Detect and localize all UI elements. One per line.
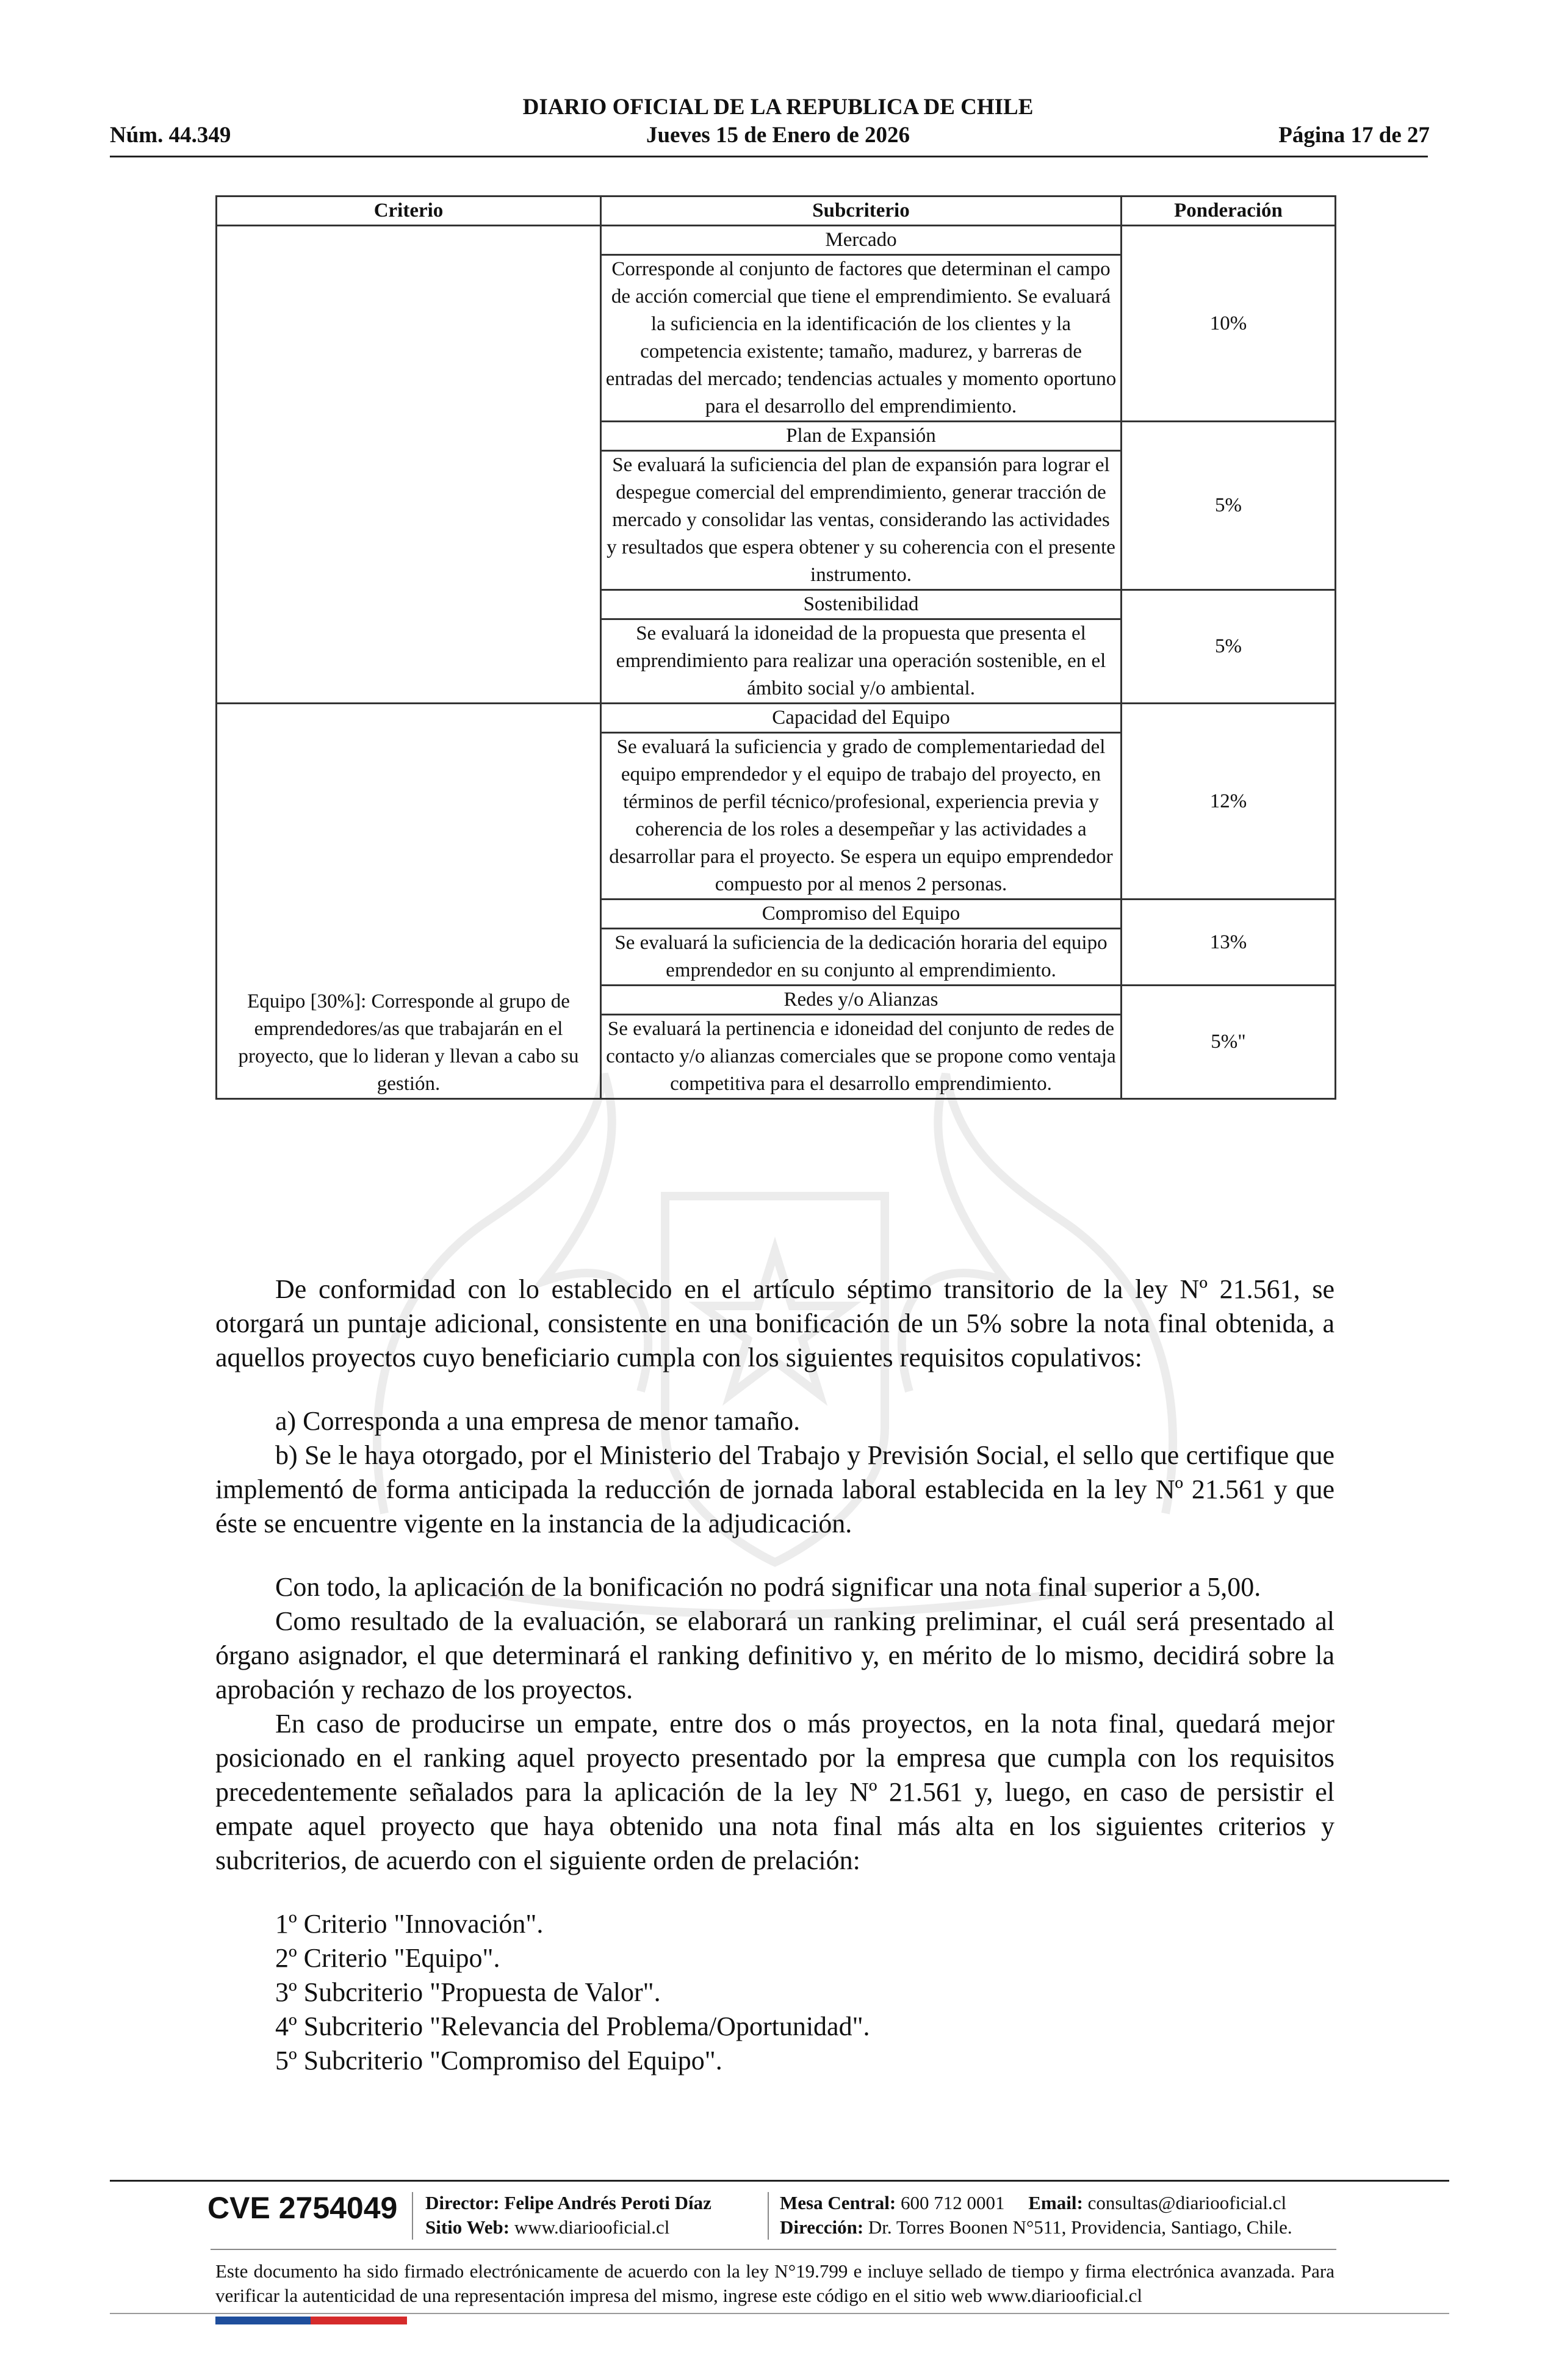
gazette-title: DIARIO OFICIAL DE LA REPUBLICA DE CHILE: [522, 95, 1034, 120]
address-line: [780, 2215, 1292, 2240]
evaluation-criteria-table: [215, 195, 1336, 1100]
table-row: [217, 704, 1336, 733]
footer-bottom-divider: [110, 2313, 1449, 2314]
weight-value: 5%: [1122, 590, 1336, 704]
address-value: Dr. Torres Boonen N°511, Providencia, Santiago, Chile.: [868, 2216, 1292, 2238]
list-item: 5º Subcriterio "Compromiso del Equipo".: [275, 2046, 722, 2075]
issue-number: Núm. 44.349: [110, 123, 231, 148]
paragraph-tie-break: En caso de producirse un empate, entre dos o más proyectos, en la nota final, quedará mejor posicionado en el ranking aquel proyecto presentado por la empresa que cumpla con los requisitos precedentemente señalados para la aplicación de la ley Nº 21.561 y, luego, en caso de persistir el empate aquel proyecto que haya obtenido una nota final más alta en los siguientes criterios y subcriterios, de acuerdo con el siguiente orden de prelación:: [215, 1709, 1334, 1875]
paragraph-bonus: De conformidad con lo establecido en el artículo séptimo transitorio de la ley Nº 21.561, se otorgará un puntaje adicional, consistente en una bonificación de un 5% sobre la nota final obtenida, a aquellos proyectos cuyo beneficiario cumpla con los siguientes requisitos copulativos:: [215, 1274, 1334, 1372]
body-text: [215, 1272, 1334, 2078]
website-line: [425, 2215, 669, 2240]
list-item: 3º Subcriterio "Propuesta de Valor".: [275, 1977, 661, 2007]
site-link[interactable]: www.diariooficial.cl: [514, 2216, 670, 2238]
mesa-label: Mesa Central:: [780, 2192, 896, 2213]
subcriterion-name: Mercado: [601, 226, 1122, 255]
weight-value: 12%: [1122, 704, 1336, 900]
subcriterion-description: Se evaluará la suficiencia de la dedicación horaria del equipo emprendedor en su conjunto al emprendimiento.: [601, 929, 1122, 986]
cve-code: CVE 2754049: [207, 2191, 398, 2225]
list-item: 2º Criterio "Equipo".: [275, 1943, 500, 1973]
header-divider: [110, 156, 1428, 157]
email-label: Email:: [1028, 2192, 1083, 2213]
page-number: Página 17 de 27: [1278, 123, 1430, 148]
subcriterion-name: Plan de Expansión: [601, 422, 1122, 451]
table-header-row: [217, 197, 1336, 226]
subcriterion-name: Compromiso del Equipo: [601, 900, 1122, 929]
subcriterion-description: Se evaluará la idoneidad de la propuesta que presenta el emprendimiento para realizar una operación sostenible, en el ámbito social y/o ambiental.: [601, 619, 1122, 704]
weight-value: 5%: [1122, 422, 1336, 590]
site-label: Sitio Web:: [425, 2216, 510, 2238]
column-header-criterio: Criterio: [217, 197, 601, 226]
director-line: [425, 2191, 711, 2215]
subcriterion-description: Se evaluará la pertinencia e idoneidad del conjunto de redes de contacto y/o alianzas comerciales que se propone como ventaja competitiva para el desarrollo emprendimiento.: [601, 1015, 1122, 1099]
table-row: [217, 226, 1336, 255]
contact-line: [780, 2191, 1286, 2215]
subcriterion-description: Se evaluará la suficiencia del plan de expansión para lograr el despegue comercial del emprendimiento, generar tracción de mercado y consolidar las ventas, considerando las actividades y resultados que espera obtener y su coherencia con el presente instrumento.: [601, 451, 1122, 590]
email-link[interactable]: consultas@diariooficial.cl: [1087, 2192, 1287, 2213]
footer-inner-divider: [211, 2249, 1336, 2250]
issue-date: Jueves 15 de Enero de 2026: [646, 123, 910, 148]
address-label: Dirección:: [780, 2216, 864, 2238]
flag-stripe-blue: [215, 2317, 311, 2324]
director-label: Director:: [425, 2192, 500, 2213]
signature-notice: Este documento ha sido firmado electrónicamente de acuerdo con la ley N°19.799 e incluye sellado de tiempo y firma electrónica avanzada. Para verificar la autenticidad de una representación impresa del mismo, ingrese este código en el sitio web www.diariooficial.cl: [215, 2260, 1334, 2306]
subcriterion-description: Corresponde al conjunto de factores que determinan el campo de acción comercial que tiene el emprendimiento. Se evaluará la suficiencia en la identificación de los clientes y la competencia existente; tamaño, madurez, y barreras de entradas del mercado; tendencias actuales y momento oportuno para el desarrollo del emprendimiento.: [601, 255, 1122, 422]
weight-value: 5%": [1122, 986, 1336, 1099]
column-header-ponderacion: Ponderación: [1122, 197, 1336, 226]
list-item: 1º Criterio "Innovación".: [275, 1909, 544, 1939]
subcriterion-name: Sostenibilidad: [601, 590, 1122, 619]
weight-value: 13%: [1122, 900, 1336, 986]
footer-separator: [768, 2192, 769, 2240]
list-item: 4º Subcriterio "Relevancia del Problema/Oportunidad".: [275, 2011, 870, 2041]
paragraph-max-score: Con todo, la aplicación de la bonificación no podrá significar una nota final superior a 5,00.: [275, 1572, 1261, 1602]
paragraph-ranking: Como resultado de la evaluación, se elaborará un ranking preliminar, el cuál será presentado al órgano asignador, el que determinará el ranking definitivo y, en mérito de lo mismo, decidirá sobre la aprobación y rechazo de los proyectos.: [215, 1606, 1334, 1704]
subcriterion-name: Capacidad del Equipo: [601, 704, 1122, 733]
director-name: Felipe Andrés Peroti Díaz: [504, 2192, 711, 2213]
subcriterion-description: Se evaluará la suficiencia y grado de complementariedad del equipo emprendedor y el equipo de trabajo del proyecto, en términos de perfil técnico/profesional, experiencia previa y coherencia de los roles a desempeñar y las actividades a desarrollar para el proyecto. Se espera un equipo emprendedor compuesto por al menos 2 personas.: [601, 733, 1122, 900]
criterion-cell-equipo: Equipo [30%]: Corresponde al grupo de emprendedores/as que trabajarán en el proyecto, que lo lideran y llevan a cabo su gestión.: [217, 704, 601, 1099]
footer-divider: [110, 2180, 1449, 2182]
footer-separator: [412, 2192, 413, 2240]
column-header-subcriterio: Subcriterio: [601, 197, 1122, 226]
subcriterion-name: Redes y/o Alianzas: [601, 986, 1122, 1015]
mesa-value: 600 712 0001: [901, 2192, 1005, 2213]
flag-stripe-red: [311, 2317, 407, 2324]
criterion-cell: [217, 226, 601, 704]
requirement-a: a) Corresponda a una empresa de menor tamaño.: [275, 1406, 801, 1436]
requirement-b: b) Se le haya otorgado, por el Ministerio del Trabajo y Previsión Social, el sello que certifique que implementó de forma anticipada la reducción de jornada laboral establecida en la ley Nº 21.561 y que éste se encuentre vigente en la instancia de la adjudicación.: [215, 1440, 1334, 1538]
weight-value: 10%: [1122, 226, 1336, 422]
